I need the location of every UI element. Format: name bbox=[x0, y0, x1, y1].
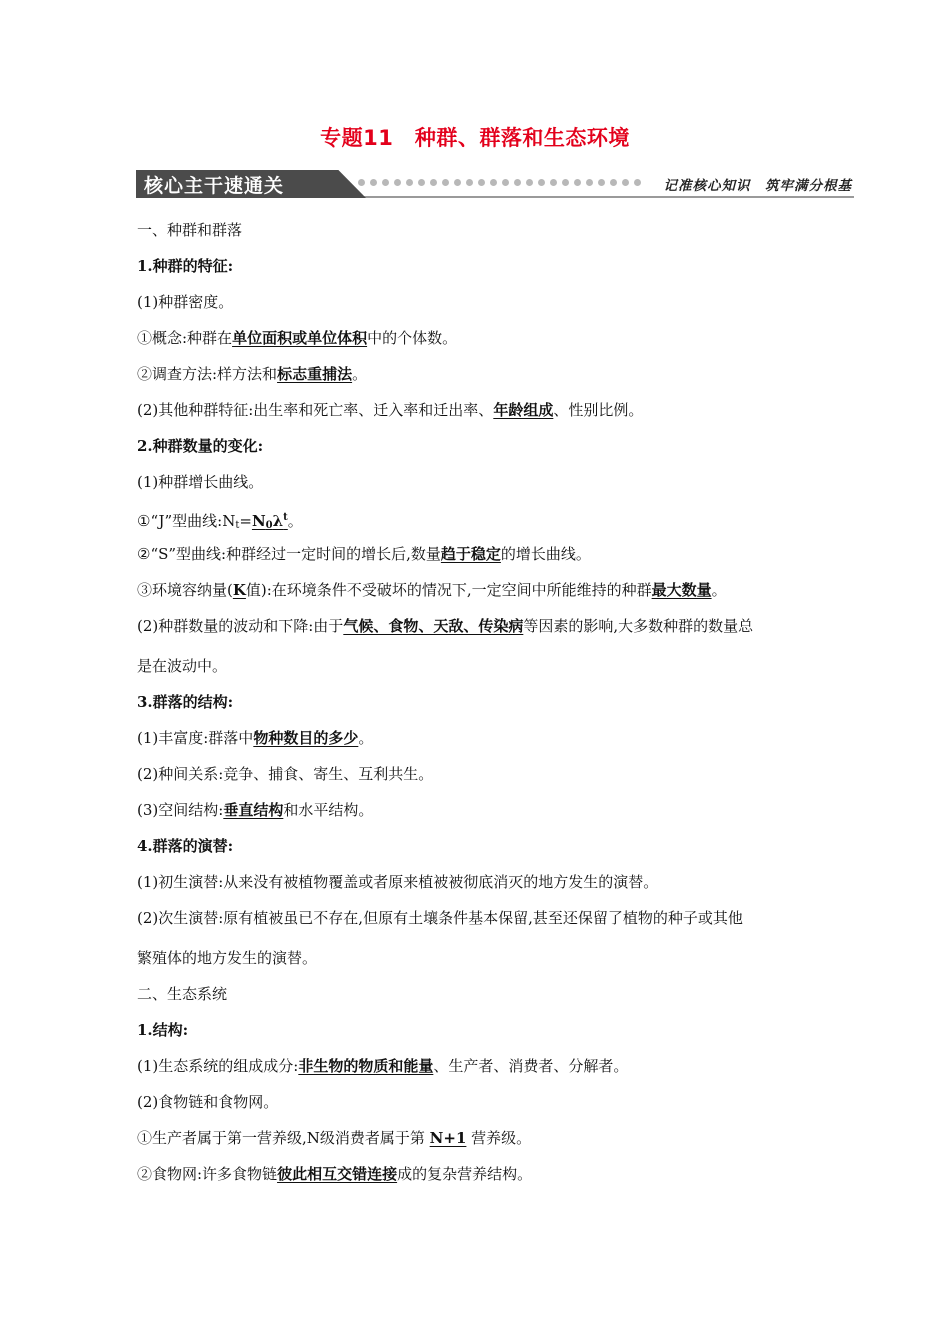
paragraph bbox=[137, 500, 847, 536]
banner-dot bbox=[538, 179, 545, 186]
text: ①概念:种群在 bbox=[137, 329, 233, 347]
section-heading: 一、种群和群落 bbox=[137, 221, 243, 239]
key-term: 气候、食物、天敌、传染病 bbox=[343, 617, 524, 635]
section-banner bbox=[136, 170, 854, 200]
paragraph: (1)种群增长曲线。 bbox=[137, 473, 264, 491]
key-term: 单位面积或单位体积 bbox=[232, 329, 368, 347]
key-term: 最大数量 bbox=[651, 581, 712, 599]
paragraph: (2)次生演替:原有植被虽已不存在,但原有土壤条件基本保留,甚至还保留了植物的种子或其他 bbox=[137, 909, 743, 927]
banner-dot bbox=[634, 179, 641, 186]
sub-heading: 3.群落的结构: bbox=[137, 693, 234, 711]
banner-dot bbox=[382, 179, 389, 186]
text: (3)空间结构: bbox=[137, 801, 224, 819]
key-term: 垂直结构 bbox=[223, 801, 284, 819]
paragraph bbox=[137, 320, 847, 356]
key-term: 彼此相互交错连接 bbox=[277, 1165, 398, 1183]
key-term: 年龄组成 bbox=[493, 401, 554, 419]
text: ③环境容纳量( bbox=[137, 581, 233, 599]
paragraph bbox=[137, 392, 847, 428]
sub-heading: 4.群落的演替: bbox=[137, 837, 234, 855]
text: ②“S”型曲线:种群经过一定时间的增长后,数量 bbox=[137, 545, 441, 563]
banner-rule bbox=[326, 196, 854, 198]
paragraph: (1)初生演替:从来没有被植物覆盖或者原来植被被彻底消灭的地方发生的演替。 bbox=[137, 873, 659, 891]
text: N bbox=[251, 512, 266, 530]
key-term: N+1 bbox=[429, 1129, 467, 1147]
text: (2)种群数量的波动和下降:由于 bbox=[137, 617, 344, 635]
banner-dot bbox=[442, 179, 449, 186]
text: (1)生态系统的组成成分: bbox=[137, 1057, 299, 1075]
banner-dot bbox=[622, 179, 629, 186]
paragraph bbox=[137, 1156, 847, 1192]
section-heading: 二、生态系统 bbox=[137, 985, 228, 1003]
superscript: t bbox=[283, 512, 288, 523]
subscript: t bbox=[235, 520, 240, 531]
key-term: 趋于稳定 bbox=[440, 545, 501, 563]
paragraph bbox=[137, 572, 847, 608]
paragraph: 是在波动中。 bbox=[137, 657, 228, 675]
paragraph bbox=[137, 356, 847, 392]
subscript: 0 bbox=[265, 520, 273, 531]
banner-dot bbox=[478, 179, 485, 186]
banner-dot bbox=[454, 179, 461, 186]
text: 中的个体数。 bbox=[367, 329, 458, 347]
text: 。 bbox=[287, 512, 303, 530]
paragraph: (2)食物链和食物网。 bbox=[137, 1093, 279, 1111]
paragraph bbox=[137, 608, 847, 648]
sub-heading: 2.种群数量的变化: bbox=[137, 437, 264, 455]
text: 的增长曲线。 bbox=[500, 545, 591, 563]
text: λ bbox=[272, 512, 284, 530]
paragraph: 繁殖体的地方发生的演替。 bbox=[137, 949, 318, 967]
banner-dot bbox=[550, 179, 557, 186]
paragraph bbox=[137, 1048, 847, 1084]
banner-dot bbox=[370, 179, 377, 186]
banner-dot bbox=[502, 179, 509, 186]
text: (2)其他种群特征:出生率和死亡率、迁入率和迁出率、 bbox=[137, 401, 494, 419]
banner-dot bbox=[418, 179, 425, 186]
key-term: K bbox=[232, 581, 246, 599]
text: ②调查方法:样方法和 bbox=[137, 365, 278, 383]
banner-dot bbox=[514, 179, 521, 186]
text: 成的复杂营养结构。 bbox=[397, 1165, 533, 1183]
key-term: 物种数目的多少 bbox=[253, 729, 359, 747]
paragraph bbox=[137, 720, 847, 756]
text: 值):在环境条件不受破坏的情况下,一定空间中所能维持的种群 bbox=[245, 581, 652, 599]
banner-dot bbox=[430, 179, 437, 186]
text: 营养级。 bbox=[466, 1129, 532, 1147]
text: (1)丰富度:群落中 bbox=[137, 729, 254, 747]
banner-dot bbox=[610, 179, 617, 186]
text: ①生产者属于第一营养级,N级消费者属于第 bbox=[137, 1129, 430, 1147]
banner-dot bbox=[562, 179, 569, 186]
text: 、性别比例。 bbox=[553, 401, 644, 419]
paragraph: (2)种间关系:竞争、捕食、寄生、互利共生。 bbox=[137, 765, 434, 783]
key-term bbox=[252, 512, 288, 530]
banner-dots bbox=[358, 179, 648, 187]
paragraph: (1)种群密度。 bbox=[137, 293, 234, 311]
text: 。 bbox=[352, 365, 368, 383]
sub-heading: 1.种群的特征: bbox=[137, 257, 234, 275]
banner-dot bbox=[394, 179, 401, 186]
sub-heading: 1.结构: bbox=[137, 1021, 189, 1039]
key-term: 标志重捕法 bbox=[277, 365, 353, 383]
document-title: 专题11 种群、群落和生态环境 bbox=[320, 126, 630, 150]
banner-dot bbox=[574, 179, 581, 186]
text: ②食物网:许多食物链 bbox=[137, 1165, 278, 1183]
banner-dot bbox=[586, 179, 593, 186]
banner-label: 核心主干速通关 bbox=[144, 175, 285, 197]
text: ①“J”型曲线:N bbox=[137, 512, 236, 530]
paragraph bbox=[137, 792, 847, 828]
text: 和水平结构。 bbox=[283, 801, 374, 819]
banner-dot bbox=[406, 179, 413, 186]
text: 、生产者、消费者、分解者。 bbox=[433, 1057, 629, 1075]
banner-dot bbox=[358, 179, 365, 186]
key-term: 非生物的物质和能量 bbox=[298, 1057, 434, 1075]
banner-dot bbox=[466, 179, 473, 186]
paragraph bbox=[137, 536, 847, 572]
banner-tagline: 记准核心知识 筑牢满分根基 bbox=[663, 178, 852, 194]
banner-dot bbox=[526, 179, 533, 186]
content-body bbox=[137, 212, 847, 1192]
text: = bbox=[239, 512, 252, 530]
text: 等因素的影响,大多数种群的数量总 bbox=[523, 617, 754, 635]
paragraph bbox=[137, 1120, 847, 1156]
banner-dot bbox=[490, 179, 497, 186]
text: 。 bbox=[358, 729, 374, 747]
banner-dot bbox=[598, 179, 605, 186]
text: 。 bbox=[711, 581, 727, 599]
